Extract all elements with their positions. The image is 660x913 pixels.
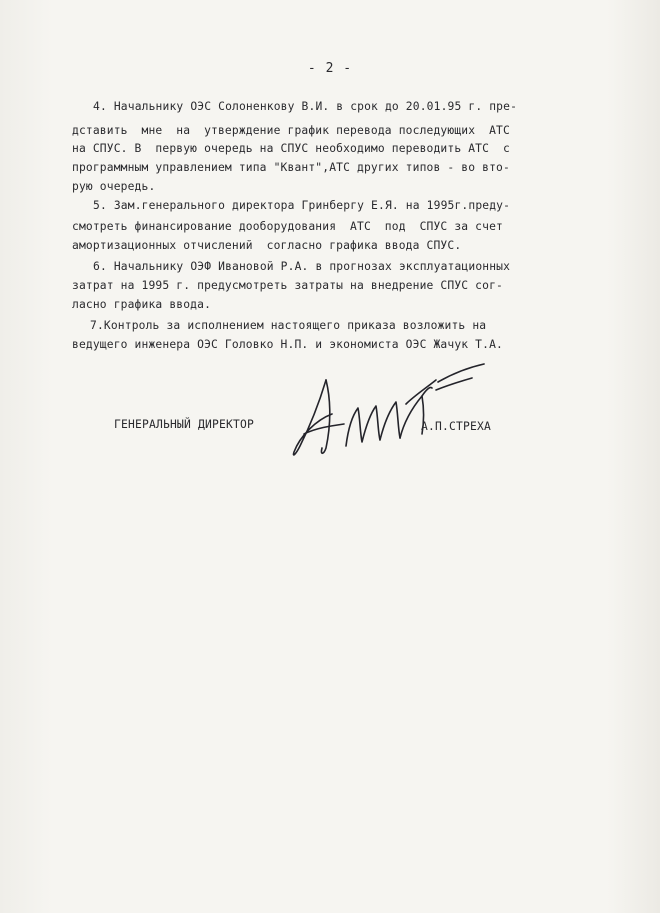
text-line: 4. Начальнику ОЭС Солоненкову В.И. в срок до 20.01.95 г. пре- bbox=[93, 100, 518, 113]
text-line: 5. Зам.генерального директора Гринбергу Е.Я. на 1995г.преду- bbox=[93, 199, 511, 212]
text-line: 6. Начальнику ОЭФ Ивановой Р.А. в прогнозах эксплуатационных bbox=[93, 260, 511, 273]
signatory-title: ГЕНЕРАЛЬНЫЙ ДИРЕКТОР bbox=[114, 418, 255, 431]
signatory-name: А.П.СТРЕХА bbox=[421, 420, 492, 433]
page-number: - 2 - bbox=[307, 61, 353, 76]
text-line: рую очередь. bbox=[72, 180, 156, 193]
text-line: амортизационных отчислений согласно графика ввода СПУС. bbox=[72, 239, 462, 252]
text-line: программным управлением типа "Квант",АТС других типов - во вто- bbox=[72, 161, 510, 174]
text-line: смотреть финансирование дооборудования АТС под СПУС за счет bbox=[72, 220, 503, 233]
text-line: ласно графика ввода. bbox=[72, 298, 212, 311]
text-line: 7.Контроль за исполнением настоящего приказа возложить на bbox=[90, 319, 487, 332]
text-line: ведущего инженера ОЭС Головко Н.П. и экономиста ОЭС Жачук Т.А. bbox=[72, 338, 503, 351]
text-line: затрат на 1995 г. предусмотреть затраты на внедрение СПУС сог- bbox=[72, 279, 503, 292]
text-line: дставить мне на утверждение график перевода последующих АТС bbox=[72, 124, 510, 137]
handwritten-signature bbox=[286, 360, 496, 465]
text-line: на СПУС. В первую очередь на СПУС необходимо переводить АТС с bbox=[72, 142, 510, 155]
